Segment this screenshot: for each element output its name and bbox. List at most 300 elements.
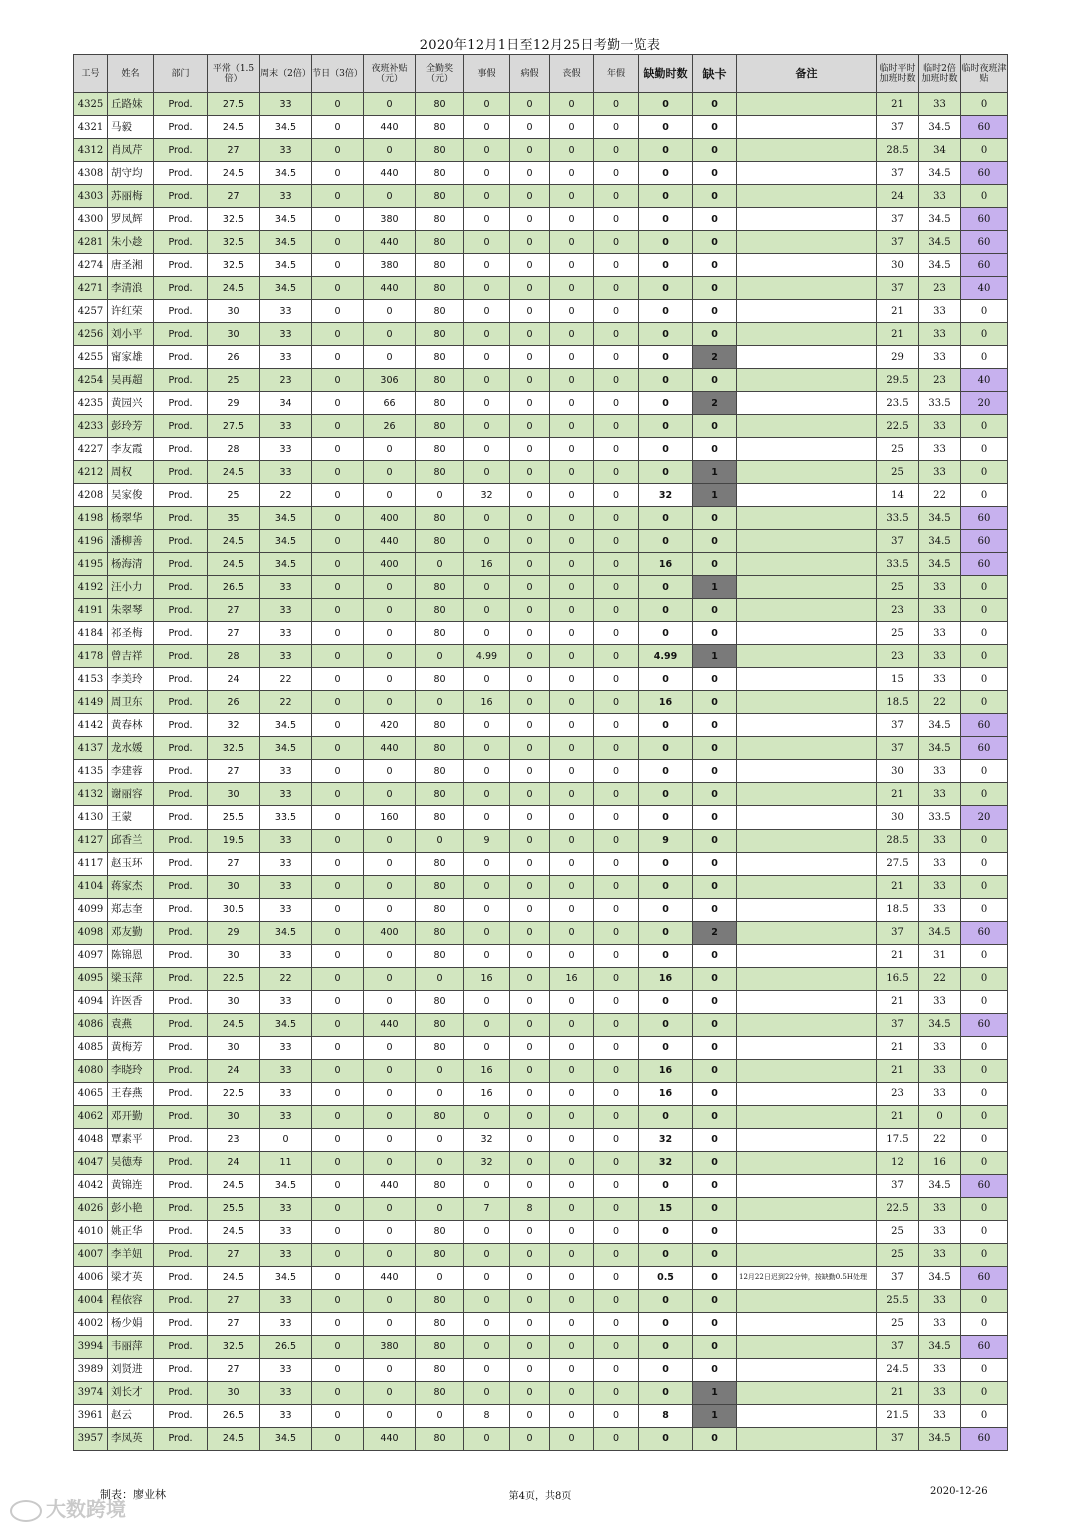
table-cell: 34.5 [919, 553, 961, 576]
table-cell: 0 [594, 645, 639, 668]
table-cell [737, 1381, 877, 1404]
table-cell: 4094 [74, 990, 108, 1013]
table-cell: 37 [877, 1013, 919, 1036]
table-cell: Prod. [154, 806, 208, 829]
table-cell: 80 [416, 185, 464, 208]
table-cell: 李友霞 [108, 438, 154, 461]
table-cell: 0 [464, 231, 510, 254]
table-cell: Prod. [154, 921, 208, 944]
table-cell: 25 [208, 484, 260, 507]
table-cell: 30.5 [208, 898, 260, 921]
table-row [74, 1358, 1008, 1381]
table-cell: 0 [594, 507, 639, 530]
table-cell: 440 [364, 116, 416, 139]
table-cell: 21 [877, 990, 919, 1013]
table-cell: 21 [877, 323, 919, 346]
header-cell: 平常（1.5倍） [208, 55, 260, 93]
table-row [74, 162, 1008, 185]
table-cell: 0 [961, 783, 1008, 806]
table-cell: 80 [416, 1381, 464, 1404]
table-row [74, 1174, 1008, 1197]
table-cell: 0 [312, 990, 364, 1013]
table-cell: 0 [961, 1358, 1008, 1381]
table-cell: 0 [693, 438, 737, 461]
table-cell: 4308 [74, 162, 108, 185]
table-cell [737, 162, 877, 185]
table-cell: 4149 [74, 691, 108, 714]
table-cell: 潘柳善 [108, 530, 154, 553]
table-cell: 440 [364, 1266, 416, 1289]
table-cell: 80 [416, 369, 464, 392]
table-cell: 0 [464, 300, 510, 323]
table-cell: 33 [260, 139, 312, 162]
table-cell: 0 [594, 622, 639, 645]
table-cell: 21 [877, 1036, 919, 1059]
table-cell: 0 [510, 714, 550, 737]
table-cell [737, 415, 877, 438]
table-cell [737, 300, 877, 323]
table-cell: 306 [364, 369, 416, 392]
table-cell: 60 [961, 116, 1008, 139]
table-cell: Prod. [154, 898, 208, 921]
table-cell: 3994 [74, 1335, 108, 1358]
table-cell: 杨少娟 [108, 1312, 154, 1335]
table-cell: 0 [594, 1128, 639, 1151]
table-cell: 0 [550, 1404, 594, 1427]
table-cell [737, 231, 877, 254]
table-cell [737, 645, 877, 668]
table-cell: 24.5 [208, 116, 260, 139]
table-cell: 34 [919, 139, 961, 162]
table-cell: 4026 [74, 1197, 108, 1220]
table-cell: 0 [364, 1036, 416, 1059]
table-cell: 0 [594, 714, 639, 737]
table-cell: 0 [364, 1197, 416, 1220]
table-cell: Prod. [154, 852, 208, 875]
table-row [74, 1335, 1008, 1358]
table-cell: Prod. [154, 576, 208, 599]
table-cell: 29 [208, 921, 260, 944]
table-cell: 0 [464, 990, 510, 1013]
table-cell: 15 [877, 668, 919, 691]
table-cell: 许医香 [108, 990, 154, 1013]
table-cell: 0 [464, 116, 510, 139]
table-cell: 0 [961, 990, 1008, 1013]
table-cell: 0 [312, 875, 364, 898]
table-cell: 80 [416, 1312, 464, 1335]
table-cell [737, 1220, 877, 1243]
table-cell: 0 [639, 185, 693, 208]
table-cell: 80 [416, 300, 464, 323]
table-cell: 肖凤芹 [108, 139, 154, 162]
table-cell: 0 [312, 300, 364, 323]
table-cell: 23.5 [877, 392, 919, 415]
table-cell: 李美玲 [108, 668, 154, 691]
table-cell: 0 [364, 898, 416, 921]
table-cell: Prod. [154, 1105, 208, 1128]
table-cell: 32 [464, 484, 510, 507]
table-cell: 0 [510, 1128, 550, 1151]
table-row [74, 1082, 1008, 1105]
table-cell: 26.5 [208, 1404, 260, 1427]
table-cell: 60 [961, 231, 1008, 254]
table-row [74, 1404, 1008, 1427]
table-cell: 33 [260, 300, 312, 323]
table-cell: 33 [919, 1243, 961, 1266]
header-cell: 全勤奖（元） [416, 55, 464, 93]
table-cell: 34.5 [260, 254, 312, 277]
table-cell: 22 [260, 668, 312, 691]
header-cell: 缺卡 [693, 55, 737, 93]
table-cell: 80 [416, 392, 464, 415]
table-cell: 33 [919, 1036, 961, 1059]
table-cell: 0 [364, 852, 416, 875]
table-cell: 0 [510, 852, 550, 875]
table-cell: 0 [639, 1358, 693, 1381]
table-cell [737, 576, 877, 599]
table-cell: 0 [594, 783, 639, 806]
table-cell: 80 [416, 415, 464, 438]
table-cell: 0 [464, 1289, 510, 1312]
table-cell: Prod. [154, 875, 208, 898]
table-cell: 60 [961, 714, 1008, 737]
table-cell: 7 [464, 1197, 510, 1220]
table-cell: 0 [550, 1036, 594, 1059]
table-cell: 0 [639, 438, 693, 461]
table-cell: 0 [594, 852, 639, 875]
table-cell: 0 [510, 1381, 550, 1404]
table-cell: 400 [364, 553, 416, 576]
table-row [74, 990, 1008, 1013]
table-cell: 4235 [74, 392, 108, 415]
table-row [74, 921, 1008, 944]
table-cell: 0 [594, 921, 639, 944]
table-cell: 0 [510, 415, 550, 438]
table-cell: 0 [312, 507, 364, 530]
table-cell: 380 [364, 254, 416, 277]
table-cell: 0 [312, 438, 364, 461]
table-cell: 0 [594, 760, 639, 783]
table-cell: 30 [877, 760, 919, 783]
table-cell: 80 [416, 1289, 464, 1312]
table-cell: Prod. [154, 323, 208, 346]
table-cell: 2 [693, 921, 737, 944]
table-cell: 80 [416, 1220, 464, 1243]
table-row [74, 116, 1008, 139]
table-cell: 440 [364, 1013, 416, 1036]
table-cell: 0 [639, 93, 693, 116]
table-cell: 0 [464, 139, 510, 162]
header-cell: 工号 [74, 55, 108, 93]
table-cell: 3961 [74, 1404, 108, 1427]
table-cell: 34.5 [919, 714, 961, 737]
table-cell: 33 [260, 346, 312, 369]
table-cell: 0 [594, 116, 639, 139]
table-cell: 0 [510, 438, 550, 461]
table-cell: 21 [877, 1059, 919, 1082]
table-cell: 0 [312, 415, 364, 438]
table-cell: 0 [961, 645, 1008, 668]
table-cell: 37 [877, 162, 919, 185]
table-cell: 0 [961, 1128, 1008, 1151]
table-cell: 0 [510, 323, 550, 346]
table-cell: 380 [364, 1335, 416, 1358]
table-cell: 34.5 [260, 507, 312, 530]
table-cell: 0 [594, 898, 639, 921]
table-cell: 0 [312, 1128, 364, 1151]
table-cell: Prod. [154, 93, 208, 116]
table-row [74, 369, 1008, 392]
table-cell [737, 553, 877, 576]
table-cell: 0 [510, 783, 550, 806]
table-row [74, 760, 1008, 783]
table-row [74, 1427, 1008, 1450]
table-cell: 王蒙 [108, 806, 154, 829]
table-cell: 33.5 [260, 806, 312, 829]
table-cell: 22.5 [208, 967, 260, 990]
table-cell: 30 [208, 300, 260, 323]
table-cell: 胡守均 [108, 162, 154, 185]
table-cell: 80 [416, 898, 464, 921]
table-cell: 王春燕 [108, 1082, 154, 1105]
table-cell: 32.5 [208, 254, 260, 277]
table-cell: 0 [693, 553, 737, 576]
table-cell: 25 [877, 1220, 919, 1243]
table-cell: 朱小趁 [108, 231, 154, 254]
table-cell: 0 [693, 1013, 737, 1036]
table-cell: 1 [693, 1404, 737, 1427]
table-cell: 0 [693, 1197, 737, 1220]
table-cell: 60 [961, 1013, 1008, 1036]
table-cell: 0 [312, 392, 364, 415]
table-cell: 33 [919, 1197, 961, 1220]
table-cell: 34.5 [260, 1427, 312, 1450]
table-cell: 0 [693, 1082, 737, 1105]
table-cell: 33 [260, 1243, 312, 1266]
table-cell: 0 [364, 599, 416, 622]
table-cell: 0 [961, 1312, 1008, 1335]
table-cell: 34.5 [919, 208, 961, 231]
table-cell: 0 [510, 760, 550, 783]
table-cell [737, 829, 877, 852]
table-cell: 0 [594, 576, 639, 599]
table-cell: 32 [464, 1128, 510, 1151]
table-cell: 0 [510, 162, 550, 185]
table-cell: 8 [464, 1404, 510, 1427]
table-cell: 80 [416, 1243, 464, 1266]
table-cell: 80 [416, 530, 464, 553]
table-row [74, 300, 1008, 323]
table-cell: 0 [312, 783, 364, 806]
table-cell: 0 [594, 1243, 639, 1266]
table-cell: Prod. [154, 760, 208, 783]
table-cell: 0 [416, 1197, 464, 1220]
table-cell: 33 [260, 323, 312, 346]
table-cell: 0 [364, 484, 416, 507]
table-cell: 0 [312, 1243, 364, 1266]
header-cell: 病假 [510, 55, 550, 93]
table-cell: 0 [961, 668, 1008, 691]
table-cell: 0 [464, 1335, 510, 1358]
table-cell: 0 [364, 323, 416, 346]
table-cell: 24.5 [208, 1266, 260, 1289]
table-cell [737, 1404, 877, 1427]
table-cell: 33 [260, 1381, 312, 1404]
table-cell: 80 [416, 760, 464, 783]
table-cell: 28 [208, 645, 260, 668]
table-cell: 34.5 [260, 921, 312, 944]
table-cell: 0 [550, 1243, 594, 1266]
table-cell: 34.5 [919, 1174, 961, 1197]
table-cell: 4271 [74, 277, 108, 300]
table-cell: 37 [877, 1335, 919, 1358]
table-cell: 彭小艳 [108, 1197, 154, 1220]
table-cell: 0 [639, 1427, 693, 1450]
table-cell: 0 [693, 898, 737, 921]
table-row [74, 185, 1008, 208]
table-cell: 33 [919, 852, 961, 875]
table-cell: 赵云 [108, 1404, 154, 1427]
table-cell: 35 [208, 507, 260, 530]
table-cell: Prod. [154, 507, 208, 530]
table-cell: 34.5 [260, 116, 312, 139]
table-cell: 34.5 [919, 507, 961, 530]
table-cell: 33.5 [877, 553, 919, 576]
table-cell: 0 [464, 323, 510, 346]
table-cell: 0 [510, 1427, 550, 1450]
table-cell: 37 [877, 116, 919, 139]
table-cell: 0 [693, 1266, 737, 1289]
table-cell: 0 [550, 944, 594, 967]
table-cell: 0 [639, 737, 693, 760]
table-cell: 覃素平 [108, 1128, 154, 1151]
table-cell: Prod. [154, 783, 208, 806]
table-cell: 3957 [74, 1427, 108, 1450]
table-cell: 0 [464, 806, 510, 829]
table-cell: 60 [961, 254, 1008, 277]
table-cell: Prod. [154, 1266, 208, 1289]
table-cell: 0 [961, 829, 1008, 852]
table-cell: 0 [550, 714, 594, 737]
table-cell: 24.5 [208, 530, 260, 553]
table-cell: 0 [510, 875, 550, 898]
table-cell: 0 [510, 599, 550, 622]
table-cell: 4006 [74, 1266, 108, 1289]
table-cell: 0 [312, 622, 364, 645]
table-cell: 27 [208, 622, 260, 645]
table-cell: 16 [639, 1082, 693, 1105]
table-cell: 0 [464, 622, 510, 645]
table-cell: Prod. [154, 162, 208, 185]
table-cell: 0 [693, 1243, 737, 1266]
table-cell: 0 [693, 139, 737, 162]
table-cell: 34.5 [919, 231, 961, 254]
table-cell: 0 [312, 1289, 364, 1312]
table-cell: 0 [550, 392, 594, 415]
table-cell: 0 [550, 231, 594, 254]
table-cell [737, 208, 877, 231]
table-cell [737, 806, 877, 829]
table-cell: 0 [364, 438, 416, 461]
table-cell: 26 [364, 415, 416, 438]
table-cell: 0 [364, 783, 416, 806]
table-cell: Prod. [154, 392, 208, 415]
table-cell [737, 1082, 877, 1105]
table-cell [737, 1174, 877, 1197]
table-cell: 杨翠华 [108, 507, 154, 530]
table-cell: 0 [594, 1335, 639, 1358]
table-cell: 0 [312, 1220, 364, 1243]
table-cell: 33 [260, 645, 312, 668]
table-cell: 80 [416, 668, 464, 691]
table-cell [737, 93, 877, 116]
table-cell: 33 [919, 461, 961, 484]
table-cell: 0 [550, 1335, 594, 1358]
table-cell: 28.5 [877, 829, 919, 852]
table-cell: 34.5 [260, 737, 312, 760]
table-cell: 4195 [74, 553, 108, 576]
table-row [74, 392, 1008, 415]
table-cell: 4117 [74, 852, 108, 875]
table-cell: 16 [464, 553, 510, 576]
table-cell: 0 [510, 369, 550, 392]
table-cell: 0 [961, 323, 1008, 346]
table-cell: 0 [510, 576, 550, 599]
table-cell: 27.5 [877, 852, 919, 875]
table-cell: 0 [464, 852, 510, 875]
table-cell: 0 [464, 921, 510, 944]
table-cell: 34.5 [260, 1266, 312, 1289]
table-cell: 0 [594, 1427, 639, 1450]
table-cell: Prod. [154, 737, 208, 760]
table-cell: 0 [639, 622, 693, 645]
table-cell: 0 [961, 967, 1008, 990]
table-cell: 0 [510, 622, 550, 645]
table-cell: 0 [510, 1358, 550, 1381]
table-cell: 0 [639, 346, 693, 369]
table-cell: 0 [693, 668, 737, 691]
table-row [74, 553, 1008, 576]
table-cell: 0 [312, 806, 364, 829]
table-cell: 0 [464, 415, 510, 438]
table-cell: 33 [260, 1059, 312, 1082]
table-cell: 33 [919, 898, 961, 921]
table-cell: 21 [877, 300, 919, 323]
table-cell: 37 [877, 277, 919, 300]
table-cell: 0 [510, 461, 550, 484]
table-cell: 0 [312, 185, 364, 208]
table-cell: 25.5 [208, 806, 260, 829]
table-cell: 0 [693, 829, 737, 852]
table-cell: 33 [260, 852, 312, 875]
table-cell: 60 [961, 507, 1008, 530]
table-cell [737, 1312, 877, 1335]
table-cell: 33 [919, 1381, 961, 1404]
table-cell: 0 [550, 415, 594, 438]
table-cell: 0 [550, 668, 594, 691]
table-cell: 33 [919, 760, 961, 783]
table-cell [737, 1013, 877, 1036]
table-cell: 0 [639, 231, 693, 254]
table-cell: 0 [550, 737, 594, 760]
table-cell: 0 [961, 599, 1008, 622]
table-cell: 0 [510, 507, 550, 530]
table-row [74, 1128, 1008, 1151]
table-cell: 0 [594, 1082, 639, 1105]
table-cell: 许红荣 [108, 300, 154, 323]
table-cell: 60 [961, 1335, 1008, 1358]
table-cell: 80 [416, 576, 464, 599]
